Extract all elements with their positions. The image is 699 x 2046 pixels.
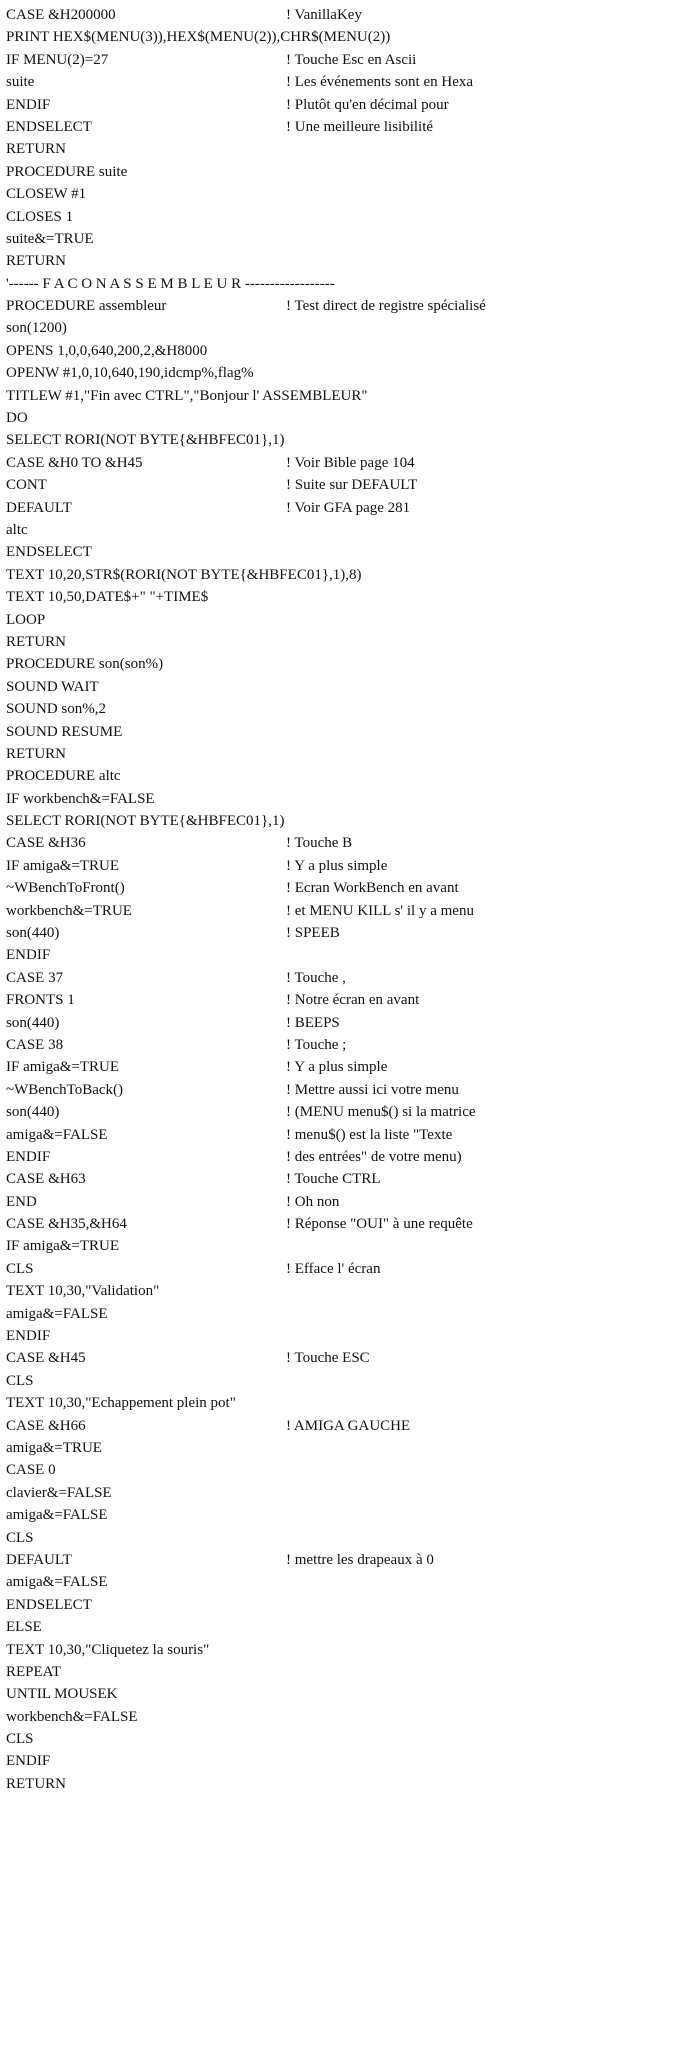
- code-statement: ELSE: [6, 1619, 42, 1636]
- code-statement: CASE &H0 TO &H45: [6, 454, 143, 471]
- code-line: [6, 1056, 691, 1078]
- code-comment: ! menu$() est la liste "Texte: [286, 1126, 453, 1143]
- code-statement: amiga&=FALSE: [6, 1305, 108, 1322]
- code-line: [6, 877, 691, 899]
- code-line: [6, 1235, 691, 1257]
- code-line: [6, 541, 691, 563]
- code-line: [6, 250, 691, 272]
- code-comment: ! Touche CTRL: [286, 1171, 381, 1188]
- code-line: [6, 900, 691, 922]
- code-statement: IF workbench&=FALSE: [6, 790, 155, 807]
- code-statement: TEXT 10,30,"Validation": [6, 1283, 160, 1300]
- code-comment: ! Y a plus simple: [286, 857, 388, 874]
- code-statement: PROCEDURE suite: [6, 163, 128, 180]
- code-line: [6, 609, 691, 631]
- code-statement: DEFAULT: [6, 499, 72, 516]
- code-line: [6, 1549, 691, 1571]
- code-statement: amiga&=FALSE: [6, 1574, 108, 1591]
- code-statement: ~WBenchToBack(): [6, 1081, 124, 1098]
- code-line: [6, 1280, 691, 1302]
- code-line: [6, 922, 691, 944]
- code-statement: RETURN: [6, 141, 66, 158]
- code-statement: CASE &H35,&H64: [6, 1216, 127, 1233]
- code-comment: ! SPEEB: [286, 925, 340, 942]
- code-statement: amiga&=FALSE: [6, 1507, 108, 1524]
- code-statement: SELECT RORI(NOT BYTE{&HBFEC01},1): [6, 813, 285, 830]
- code-line: [6, 1683, 691, 1705]
- code-line: [6, 317, 691, 339]
- code-line: [6, 1437, 691, 1459]
- code-line: [6, 1750, 691, 1772]
- code-statement: CLS: [6, 1529, 34, 1546]
- code-statement: TITLEW #1,"Fin avec CTRL","Bonjour l' ASSEMBLEUR": [6, 387, 368, 404]
- code-line: [6, 1012, 691, 1034]
- code-line: [6, 497, 691, 519]
- code-line: [6, 116, 691, 138]
- code-statement: '------ F A C O N A S S E M B L E U R ------------------: [6, 275, 335, 292]
- code-line: [6, 743, 691, 765]
- code-line: [6, 1124, 691, 1146]
- code-line: [6, 721, 691, 743]
- code-statement: END: [6, 1193, 37, 1210]
- code-statement: TEXT 10,30,"Cliquetez la souris": [6, 1641, 210, 1658]
- code-comment: ! Touche Esc en Ascii: [286, 51, 417, 68]
- code-statement: workbench&=FALSE: [6, 1708, 138, 1725]
- code-statement: DEFAULT: [6, 1551, 72, 1568]
- code-statement: UNTIL MOUSEK: [6, 1686, 118, 1703]
- code-line: [6, 273, 691, 295]
- code-statement: CASE &H45: [6, 1350, 86, 1367]
- code-statement: CLS: [6, 1731, 34, 1748]
- code-comment: ! Mettre aussi ici votre menu: [286, 1081, 459, 1098]
- code-comment: ! Test direct de registre spécialisé: [286, 298, 486, 315]
- code-statement: REPEAT: [6, 1663, 62, 1680]
- code-comment: ! Les événements sont en Hexa: [286, 74, 474, 91]
- code-statement: RETURN: [6, 1775, 66, 1792]
- code-statement: ~WBenchToFront(): [6, 880, 125, 897]
- code-line: [6, 429, 691, 451]
- code-comment: ! Touche B: [286, 835, 353, 852]
- code-statement: ENDIF: [6, 1328, 51, 1345]
- code-comment: ! mettre les drapeaux à 0: [286, 1551, 434, 1568]
- code-statement: amiga&=TRUE: [6, 1440, 102, 1456]
- code-line: [6, 161, 691, 183]
- code-comment: ! (MENU menu$() si la matrice: [286, 1104, 476, 1121]
- code-statement: son(440): [6, 925, 60, 942]
- code-statement: ENDIF: [6, 96, 51, 113]
- code-statement: altc: [6, 521, 28, 538]
- code-comment: ! AMIGA GAUCHE: [286, 1417, 411, 1434]
- code-line: [6, 1639, 691, 1661]
- code-statement: RETURN: [6, 745, 66, 762]
- code-statement: OPENW #1,0,10,640,190,idcmp%,flag%: [6, 365, 254, 382]
- code-line: [6, 1370, 691, 1392]
- code-line: [6, 1079, 691, 1101]
- code-line: [6, 1616, 691, 1638]
- code-statement: suite&=TRUE: [6, 230, 94, 247]
- code-line: [6, 407, 691, 429]
- code-statement: CASE &H63: [6, 1171, 86, 1188]
- code-statement: ENDIF: [6, 947, 51, 964]
- code-comment: ! Y a plus simple: [286, 1059, 388, 1076]
- code-statement: OPENS 1,0,0,640,200,2,&H8000: [6, 342, 208, 359]
- code-line: [6, 653, 691, 675]
- code-statement: PROCEDURE son(son%): [6, 656, 164, 673]
- code-line: [6, 138, 691, 160]
- code-line: [6, 855, 691, 877]
- code-listing: [6, 4, 691, 1795]
- code-statement: TEXT 10,50,DATE$+" "+TIME$: [6, 589, 209, 606]
- code-statement: CASE 0: [6, 1462, 56, 1479]
- code-line: [6, 1101, 691, 1123]
- code-statement: LOOP: [6, 611, 46, 628]
- code-comment: ! Ecran WorkBench en avant: [286, 880, 459, 897]
- code-line: [6, 26, 691, 48]
- code-comment: ! des entrées" de votre menu): [286, 1148, 462, 1165]
- code-statement: CLOSES 1: [6, 208, 74, 225]
- code-line: [6, 1034, 691, 1056]
- code-statement: DO: [6, 410, 28, 427]
- code-comment: ! Plutôt qu'en décimal pour: [286, 96, 449, 113]
- code-line: [6, 519, 691, 541]
- code-line: [6, 206, 691, 228]
- code-line: [6, 474, 691, 496]
- code-line: [6, 1392, 691, 1414]
- code-statement: PROCEDURE assembleur: [6, 298, 167, 315]
- code-statement: suite: [6, 74, 35, 91]
- code-statement: SOUND WAIT: [6, 678, 99, 695]
- code-line: [6, 385, 691, 407]
- code-statement: IF amiga&=TRUE: [6, 1238, 120, 1255]
- code-comment: ! Oh non: [286, 1193, 340, 1210]
- code-statement: son(440): [6, 1104, 60, 1121]
- code-line: [6, 967, 691, 989]
- code-comment: ! Touche ESC: [286, 1350, 370, 1367]
- code-comment: ! Suite sur DEFAULT: [286, 477, 418, 494]
- code-comment: ! VanillaKey: [286, 7, 362, 23]
- code-line: [6, 362, 691, 384]
- code-line: [6, 1571, 691, 1593]
- code-line: [6, 295, 691, 317]
- code-line: [6, 1773, 691, 1795]
- code-statement: PROCEDURE altc: [6, 768, 121, 785]
- code-line: [6, 1459, 691, 1481]
- code-line: [6, 586, 691, 608]
- code-comment: ! BEEPS: [286, 1014, 340, 1031]
- code-line: [6, 183, 691, 205]
- code-statement: IF amiga&=TRUE: [6, 857, 120, 874]
- code-statement: CLS: [6, 1260, 34, 1277]
- code-line: [6, 1527, 691, 1549]
- code-line: [6, 810, 691, 832]
- code-statement: CASE &H36: [6, 835, 86, 852]
- code-line: [6, 340, 691, 362]
- code-line: [6, 631, 691, 653]
- code-statement: CASE &H66: [6, 1417, 86, 1434]
- code-line: [6, 1325, 691, 1347]
- code-line: [6, 228, 691, 250]
- code-line: [6, 1728, 691, 1750]
- code-line: [6, 1258, 691, 1280]
- code-line: [6, 49, 691, 71]
- code-line: [6, 1168, 691, 1190]
- code-comment: ! Touche ,: [286, 969, 346, 986]
- code-line: [6, 676, 691, 698]
- code-line: [6, 1482, 691, 1504]
- code-comment: ! Touche ;: [286, 1036, 347, 1053]
- code-line: [6, 832, 691, 854]
- code-statement: IF amiga&=TRUE: [6, 1059, 120, 1076]
- code-statement: PRINT HEX$(MENU(3)),HEX$(MENU(2)),CHR$(MENU(2)): [6, 29, 391, 46]
- code-statement: IF MENU(2)=27: [6, 51, 109, 68]
- code-statement: FRONTS 1: [6, 992, 75, 1009]
- code-comment: ! Notre écran en avant: [286, 992, 420, 1009]
- code-statement: ENDSELECT: [6, 118, 92, 135]
- code-statement: SELECT RORI(NOT BYTE{&HBFEC01},1): [6, 432, 285, 449]
- code-line: [6, 698, 691, 720]
- code-statement: son(1200): [6, 320, 67, 337]
- code-statement: CASE &H200000: [6, 7, 116, 23]
- code-comment: ! Réponse "OUI" à une requête: [286, 1216, 473, 1233]
- code-line: [6, 1661, 691, 1683]
- code-statement: workbench&=TRUE: [6, 902, 132, 919]
- code-line: [6, 788, 691, 810]
- code-statement: ENDSELECT: [6, 544, 92, 561]
- code-statement: CONT: [6, 477, 47, 494]
- code-line: [6, 564, 691, 586]
- code-statement: amiga&=FALSE: [6, 1126, 108, 1143]
- code-statement: CASE 38: [6, 1036, 64, 1053]
- code-line: [6, 1146, 691, 1168]
- code-comment: ! et MENU KILL s' il y a menu: [286, 902, 474, 919]
- code-line: [6, 989, 691, 1011]
- code-statement: CLOSEW #1: [6, 186, 87, 203]
- code-statement: ENDSELECT: [6, 1596, 92, 1613]
- code-statement: RETURN: [6, 633, 66, 650]
- code-comment: ! Voir GFA page 281: [286, 499, 411, 516]
- code-statement: TEXT 10,20,STR$(RORI(NOT BYTE{&HBFEC01},1),8): [6, 566, 362, 583]
- code-line: [6, 452, 691, 474]
- code-line: [6, 765, 691, 787]
- code-line: [6, 1191, 691, 1213]
- code-line: [6, 4, 691, 26]
- code-line: [6, 1213, 691, 1235]
- code-line: [6, 1706, 691, 1728]
- code-comment: ! Une meilleure lisibilité: [286, 118, 434, 135]
- code-comment: ! Efface l' écran: [286, 1260, 381, 1277]
- code-line: [6, 1415, 691, 1437]
- code-statement: son(440): [6, 1014, 60, 1031]
- code-statement: SOUND RESUME: [6, 723, 123, 740]
- code-statement: CASE 37: [6, 969, 64, 986]
- code-line: [6, 1347, 691, 1369]
- code-statement: CLS: [6, 1372, 34, 1389]
- code-statement: SOUND son%,2: [6, 701, 107, 718]
- code-statement: RETURN: [6, 253, 66, 270]
- code-line: [6, 71, 691, 93]
- code-line: [6, 944, 691, 966]
- code-statement: ENDIF: [6, 1753, 51, 1770]
- code-statement: clavier&=FALSE: [6, 1484, 112, 1501]
- code-line: [6, 1504, 691, 1526]
- code-line: [6, 94, 691, 116]
- code-comment: ! Voir Bible page 104: [286, 454, 415, 471]
- code-line: [6, 1303, 691, 1325]
- code-line: [6, 1594, 691, 1616]
- code-statement: TEXT 10,30,"Echappement plein pot": [6, 1395, 236, 1412]
- code-statement: ENDIF: [6, 1148, 51, 1165]
